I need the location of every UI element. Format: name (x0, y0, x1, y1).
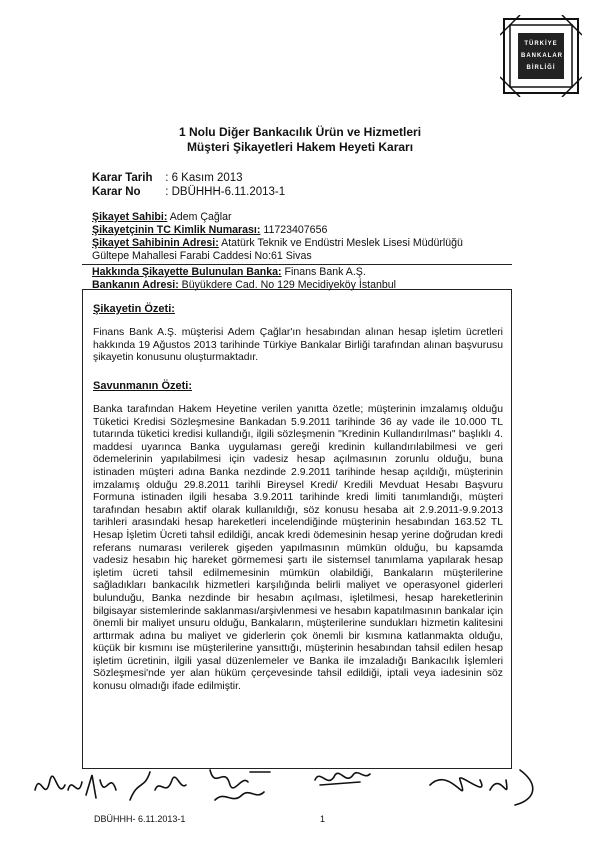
logo-line-3: BİRLİĞİ (526, 65, 556, 71)
complaint-owner-label: Şikayet Sahibi: (92, 211, 168, 223)
defense-heading: Savunmanın Özeti: (93, 380, 193, 392)
document-title-line-1: 1 Nolu Diğer Bankacılık Ürün ve Hizmetleri (178, 125, 422, 139)
decision-number-value: : DBÜHHH-6.11.2013-1 (165, 186, 286, 198)
logo-line-2: BANKALAR (521, 53, 563, 59)
complaint-address-value: Atatürk Teknik ve Endüstri Meslek Lisesi Müdürlüğü (218, 237, 463, 249)
decision-date (92, 172, 243, 184)
decision-date-label: Karar Tarih (92, 172, 153, 184)
complaint-tc (92, 224, 522, 237)
decision-number-label: Karar No (92, 186, 141, 198)
decision-date-value: : 6 Kasım 2013 (165, 172, 243, 184)
complaint-tc-label: Şikayetçinin TC Kimlik Numarası: (92, 224, 261, 236)
complaint-address-line-2: Gültepe Mahallesi Farabi Caddesi No:61 Sivas (92, 250, 312, 262)
summary-heading: Şikayetin Özeti: (93, 303, 175, 315)
complaint-bank (92, 266, 522, 279)
complaint-bank-address-label: Bankanın Adresi: (92, 279, 179, 291)
defense-text: Banka tarafından Hakem Heyetine verilen yanıtta özetle; müşterinin imzalamış olduğu Tüketici Kredisi Sözleşmesine Bankadan 5.9.2011 tarihinde 36 ay vade ile 10.000 TL tutarında tüketici kredisi kullandığı, ilgili sözleşmenin "Kredinin Kullandırılması" başlıklı 4. maddesi uyarınca Banka uygulaması gereği kredinin kullandırılabilmesi ve geri ödemelerinin yapılabilmesi için vadesiz hesap açılmasının zorunlu olduğu, buna istinaden müşteri adına Banka nezdinde 2.9.2011 tarihinde hesap açıldığı, müşterinin imzalamış olduğu 29.8.2011 tarihli Bireysel Kredi/ Kredili Mevduat Hesabı Başvuru Formuna istinaden ilgili hesaba 3.9.2011 tarihinde kredi limiti tanımlandığı, müşteri tarafından hesabın aktif olarak kullanıldığı, söz konusu hesaba ait 2.9.2011-9.9.2013 tarihleri arasındaki hesap hareketleri incelendiğinde müşterinin hesabından 163.52 TL Hesap İşletim Ücreti tahsil edildiği, ancak kredi ödemesinin hesap yerine doğrudan kredi referans numarası verilerek gişeden yapılmasının mümkün olduğu, bu kapsamda vadesiz hesabın hiç hareket görmemesi şartı ile sistemsel tanımlama yapılarak hesap işletim ücreti tahsil edilmemesinin mümkün olabildiği, Bankaların müşterilerine sağladıkları bankacılık hizmetleri karşılığında belirli maliyet ve operasyonel giderleri bulunduğu, Banka nezdinde bir hesabın açılması, işletilmesi, hesap hareketlerinin bilgisayar sistemlerinde saklanması/arşivlenmesi ve hesabın kapatılmasının bankalar için önemli bir maliyet unsuru olduğu, Bankaların, müşterilerine sundukları hizmetin kalitesini arttırmak adına bu maliyet ve giderlerin çok önemli bir kısmına katlanmakta olduğu, küçük bir kısmını ise müşterilerine yansıttığı, müşterinin hesabından tahsil edilen hesap işletim ücretinin, ilgili yasal düzenlemeler ve Banka ile imzaladığı Bankacılık İşlemleri Sözleşmesi'nde yer alan hüküm çerçevesinde tahsil edildiği, iptali veya iadesinin söz konusu olmadığı ifade edilmiştir. (93, 404, 503, 693)
decision-number (92, 186, 285, 198)
complaint-address (92, 237, 522, 250)
summary-text: Finans Bank A.Ş. müşterisi Adem Çağlar'ın hesabından alınan hesap işletim ücretleri hakkında 19 Ağustos 2013 tarihinde Türkiye Bankalar Birliği tarafından alınan başvurusu şikayetin konusunu oluşturmaktadır. (93, 327, 503, 364)
complaint-tc-value: 11723407656 (260, 224, 328, 236)
complaint-owner (92, 211, 522, 224)
complaint-owner-value: Adem Çağlar (167, 211, 232, 223)
page-number: 1 (320, 814, 326, 824)
footer-reference: DBÜHHH- 6.11.2013-1 (94, 814, 186, 824)
divider (82, 264, 512, 265)
complaint-address-label: Şikayet Sahibinin Adresi: (92, 237, 219, 249)
complaint-bank-address-value: Büyükdere Cad. No 129 Mecidiyeköy İstanbul (178, 279, 397, 291)
document-title-line-2: Müşteri Şikayetleri Hakem Heyeti Kararı (186, 140, 414, 154)
signatures (20, 760, 580, 820)
complaint-bank-value: Finans Bank A.Ş. (281, 266, 366, 278)
complaint-bank-label: Hakkında Şikayette Bulunulan Banka: (92, 266, 282, 278)
logo-line-1: TÜRKİYE (524, 41, 558, 47)
